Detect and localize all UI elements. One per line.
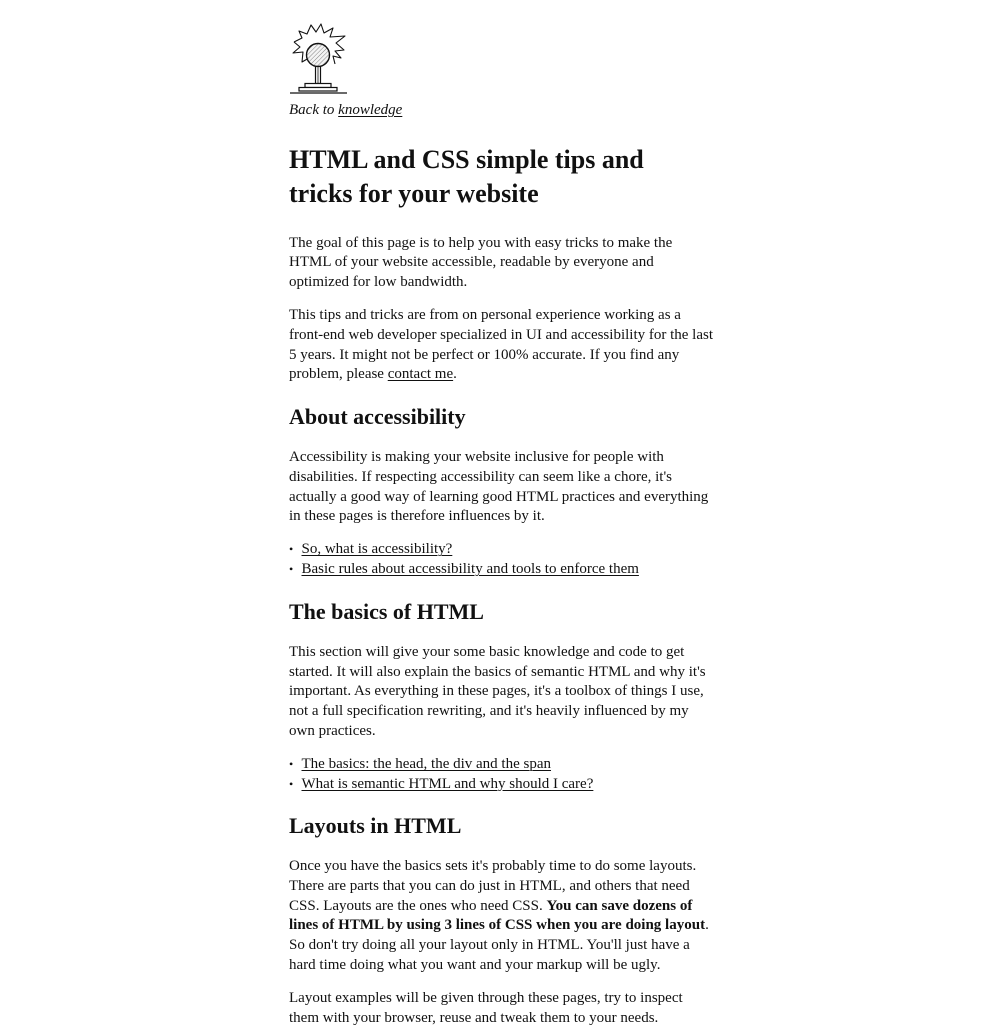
bullet: •: [289, 776, 294, 791]
intro-paragraph-2: [289, 306, 713, 385]
layouts-paragraph: [289, 857, 713, 975]
accessibility-links-list: [289, 540, 713, 579]
intro-paragraph-1: The goal of this page is to help you with easy tricks to make the HTML of your website accessible, readable by everyone and optimized for low bandwidth.: [289, 234, 673, 291]
semantic-html-link[interactable]: What is semantic HTML and why should I care?: [301, 775, 594, 792]
bullet: •: [289, 756, 294, 771]
layouts-bold-text: You can save dozens of lines of HTML by using 3 lines of CSS when you are doing layout: [289, 897, 706, 934]
layouts-text-start: Once you have the basics sets it's probably time to do some layouts. There are parts that you can do just in HTML, and others that need CSS. Layouts are the ones who need CSS.: [289, 858, 697, 914]
bullet: •: [289, 542, 294, 557]
page-content: [289, 22, 713, 1028]
list-item: [289, 775, 714, 795]
list-item: [289, 560, 714, 580]
knowledge-link[interactable]: knowledge: [338, 102, 403, 118]
bullet: •: [289, 562, 294, 577]
head-div-span-link[interactable]: The basics: the head, the div and the span: [301, 755, 552, 772]
back-prefix: Back to: [289, 102, 339, 118]
basics-links-list: [289, 755, 713, 794]
site-logo-link[interactable]: [289, 22, 713, 96]
list-item: [289, 755, 714, 775]
what-is-accessibility-link[interactable]: So, what is accessibility?: [301, 541, 453, 558]
intro-paragraph-2-text: This tips and tricks are from on personal experience working as a front-end web developer specialized in UI and accessibility for the last 5 years. It might not be perfect or 100% accurate. If you find any problem, please: [289, 307, 714, 383]
heading-layouts-in-html: Layouts in HTML: [289, 813, 462, 839]
heading-about-accessibility: About accessibility: [289, 404, 466, 430]
joystick-icon: [289, 22, 349, 96]
page-title: HTML and CSS simple tips and tricks for your website: [289, 144, 644, 209]
accessibility-rules-link[interactable]: Basic rules about accessibility and tools to enforce them: [301, 561, 639, 578]
basics-paragraph: This section will give your some basic knowledge and code to get started. It will also explain the basics of semantic HTML and why it's important. As everything in these pages, it's a toolbox of things I use, not a full specification rewriting, and it's heavily influenced by my own practices.: [289, 643, 706, 739]
accessibility-paragraph: Accessibility is making your website inclusive for people with disabilities. If respecting accessibility can seem like a chore, it's actually a good way of learning good HTML practices and everything in these pages is therefore influences by it.: [289, 449, 709, 525]
heading-basics-of-html: The basics of HTML: [289, 598, 484, 624]
contact-me-link[interactable]: contact me: [387, 366, 454, 383]
layouts-text-end: . So don't try doing all your layout only in HTML. You'll just have a hard time doing what you want and your markup will be ugly.: [289, 917, 709, 973]
back-navigation: [289, 101, 713, 121]
intro-paragraph-2-end: .: [453, 366, 457, 383]
list-item: [289, 540, 714, 560]
layouts-paragraph-2: Layout examples will be given through these pages, try to inspect them with your browser, reuse and tweak them to your needs.: [289, 989, 683, 1026]
